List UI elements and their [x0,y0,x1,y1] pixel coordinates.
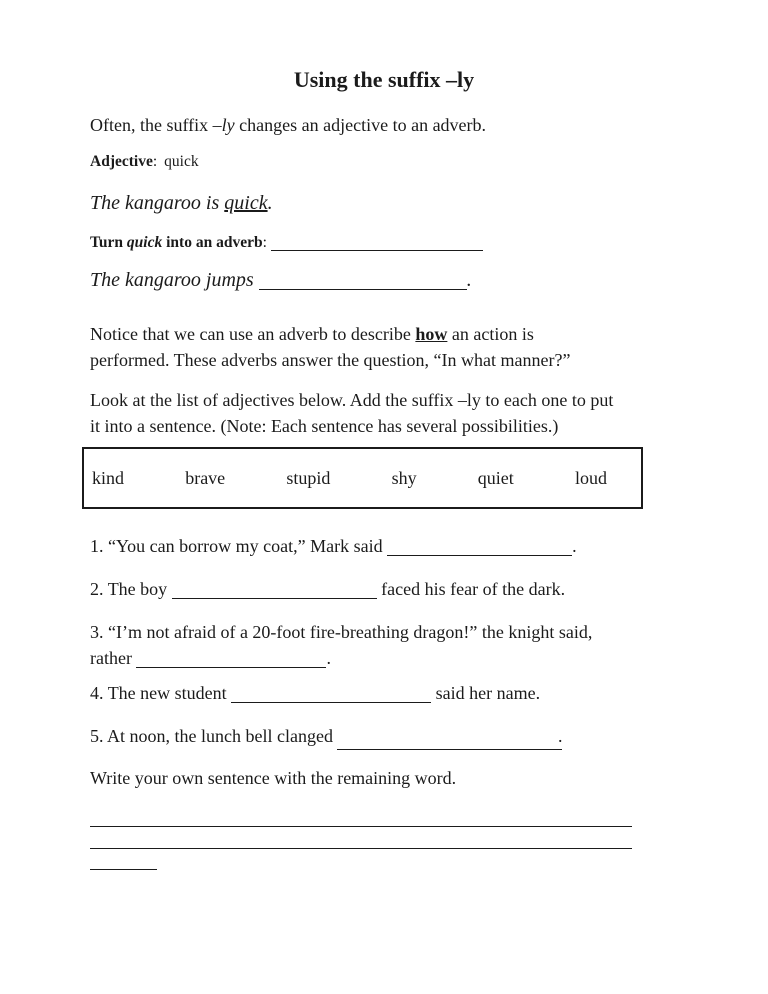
turn-pre: Turn [90,234,127,251]
jumps-fill-in-blank [259,287,467,290]
adjective-label: Adjective [90,153,153,170]
intro-pre: Often, the suffix [90,115,213,135]
notice-how-emphasis: how [415,324,448,344]
answer-line [90,826,632,827]
item-post: faced his fear of the dark. [376,579,566,599]
example-is-underlined-word: quick [224,192,268,214]
example-sentence-jumps [90,266,472,294]
worksheet-title: Using the suffix –ly [293,67,475,92]
item-pre: “I’m not afraid of a 20-foot fire-breathing dragon!” the knight said, [108,622,593,642]
word-bank-word: quiet [477,467,514,488]
example-jumps-pre: The kangaroo jumps [90,269,259,291]
notice-line1-post: an action is [447,324,534,344]
write-own-prompt: Write your own sentence with the remaining word. [90,768,457,788]
item-number: 4. [90,683,104,703]
item-post: . [326,648,331,668]
item-pre: The boy [107,579,172,599]
intro-post: changes an adjective to an adverb. [234,115,487,135]
exercise-item-2 [90,576,565,602]
example-is-post: . [267,192,273,214]
example-sentence-is [90,189,273,217]
exercise-item-1 [90,533,577,559]
word-bank-word: loud [574,467,607,488]
item-pre: The new student [107,683,232,703]
turn-fill-in-blank [271,248,483,251]
exercise-item-5 [90,723,562,750]
word-bank-word: stupid [286,467,331,488]
item-number: 1. [90,536,104,556]
word-bank-word: shy [391,467,417,488]
answer-line [90,869,157,870]
item-pre: “You can borrow my coat,” Mark said [108,536,388,556]
fill-in-blank: . [337,723,562,750]
word-bank-word: brave [185,467,226,488]
fill-in-blank [136,665,326,668]
word-bank-box [82,447,643,509]
adjective-label-line [90,151,199,173]
fill-in-blank [231,700,431,703]
item-post: . [572,536,577,556]
instructions-paragraph [90,387,613,439]
item-pre2: rather [90,648,137,668]
item-number: 3. [90,622,104,642]
exercise-item-4 [90,680,540,706]
word-bank-word: kind [92,467,125,488]
adjective-value: quick [164,153,199,170]
fill-in-blank [387,553,572,556]
example-jumps-post: . [466,269,472,291]
exercise-item-3 [90,619,592,671]
instructions-line1: Look at the list of adjectives below. Add the suffix –ly to each one to put [90,390,614,410]
intro-suffix-italic: –ly [212,115,235,135]
item-pre: At noon, the lunch bell clanged [107,726,338,746]
fill-in-blank [172,596,377,599]
turn-into-adverb-line [90,232,483,254]
intro-sentence [90,112,486,138]
item-post: said her name. [431,683,541,703]
adjective-colon: : [152,153,158,170]
item-number: 5. [90,726,104,746]
item-number: 2. [90,579,104,599]
turn-word-italic: quick [126,234,163,251]
notice-paragraph [90,321,570,373]
turn-post: into an adverb [162,234,263,251]
notice-line2: performed. These adverbs answer the question, “In what manner?” [90,350,571,370]
instructions-line2: it into a sentence. (Note: Each sentence has several possibilities.) [90,416,559,436]
answer-line [90,848,632,849]
example-is-pre: The kangaroo is [90,192,225,214]
notice-line1-pre: Notice that we can use an adverb to describe [90,324,416,344]
turn-colon: : [262,234,267,251]
